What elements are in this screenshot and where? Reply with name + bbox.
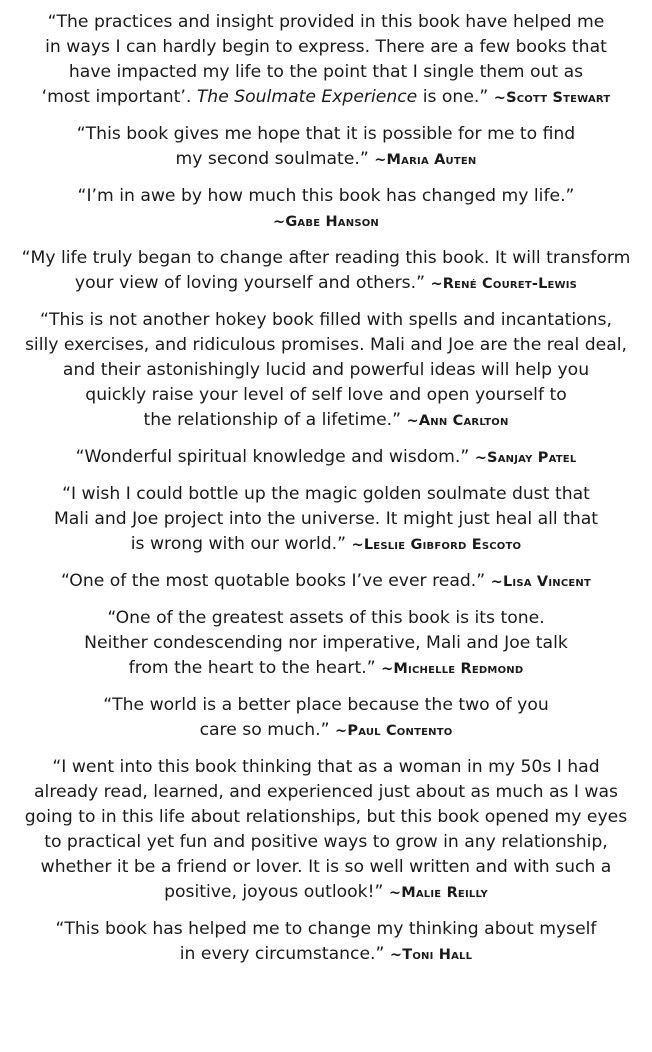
quote-text: and their astonishingly lucid and powerful ideas will help you (62, 360, 590, 380)
quote-line (4, 631, 648, 656)
testimonial-quote (4, 184, 648, 235)
quote-line (4, 917, 648, 942)
testimonial-quote (4, 445, 648, 471)
author-name: ~Michelle Redmond (381, 661, 524, 677)
quote-line (4, 308, 648, 333)
quote-text: “This is not another hokey book filled with spells and incantations, (40, 310, 612, 330)
quote-text: “I wish I could bottle up the magic golden soulmate dust that (62, 484, 590, 504)
quote-text: from the heart to the heart.” (128, 658, 382, 678)
quote-text: “I went into this book thinking that as a woman in my 50s I had (52, 757, 600, 777)
testimonial-quote (4, 755, 648, 906)
author-name: ~Gabe Hanson (272, 214, 379, 230)
quote-text: “The practices and insight provided in this book have helped me (47, 12, 605, 32)
quote-text: to practical yet fun and positive ways to grow in any relationship, (44, 832, 608, 852)
quote-line (4, 85, 648, 111)
quote-text: “This book gives me hope that it is possible for me to find (76, 124, 576, 144)
quote-text: in ways I can hardly begin to express. There are a few books that (45, 37, 607, 57)
author-name: ~Maria Auten (374, 152, 477, 168)
quote-line (4, 780, 648, 805)
quote-text: silly exercises, and ridiculous promises. Mali and Joe are the real deal, (24, 335, 628, 355)
quote-line (4, 445, 648, 471)
quote-line (4, 408, 648, 434)
quote-line (4, 60, 648, 85)
quote-line (4, 209, 648, 235)
author-name: ~Paul Contento (335, 723, 453, 739)
quote-line (4, 805, 648, 830)
quote-line (4, 482, 648, 507)
quote-line (4, 532, 648, 558)
quote-line (4, 122, 648, 147)
testimonial-quote (4, 122, 648, 173)
quote-text: the relationship of a lifetime.” (143, 410, 407, 430)
testimonial-quote (4, 606, 648, 682)
quote-text: “One of the greatest assets of this book is its tone. (107, 608, 545, 628)
author-name: ~Leslie Gibford Escoto (351, 537, 522, 553)
author-name: ~Ann Carlton (406, 413, 509, 429)
quote-text: “I’m in awe by how much this book has changed my life.” (77, 186, 575, 206)
quote-line (4, 35, 648, 60)
quote-text: my second soulmate.” (175, 149, 375, 169)
quote-line (4, 942, 648, 968)
testimonial-quote (4, 917, 648, 968)
quote-line (4, 718, 648, 744)
quote-text: in every circumstance.” (179, 944, 390, 964)
author-name: ~René Couret-Lewis (430, 276, 578, 292)
quote-text: “Wonderful spiritual knowledge and wisdom.” (75, 447, 475, 467)
quote-text: your view of loving yourself and others.” (74, 273, 431, 293)
author-name: ~Malie Reilly (388, 885, 488, 901)
quote-text: positive, joyous outlook!” (164, 882, 389, 902)
quote-text: “One of the most quotable books I’ve ever read.” (61, 571, 491, 591)
quote-text: Neither condescending nor imperative, Mali and Joe talk (84, 633, 568, 653)
quote-line (4, 246, 648, 271)
quote-line (4, 656, 648, 682)
testimonial-quote (4, 308, 648, 434)
quote-line (4, 358, 648, 383)
quote-text: “This book has helped me to change my thinking about myself (55, 919, 597, 939)
quote-line (4, 147, 648, 173)
quote-line (4, 10, 648, 35)
quote-line (4, 606, 648, 631)
quote-text: is wrong with our world.” (130, 534, 352, 554)
quote-line (4, 693, 648, 718)
testimonial-quote (4, 569, 648, 595)
testimonial-quote (4, 482, 648, 558)
quote-text: have impacted my life to the point that I single them out as (68, 62, 584, 82)
quote-text: ‘most important’. (41, 87, 197, 107)
quote-line (4, 184, 648, 209)
quote-line (4, 830, 648, 855)
quote-text: is one.” (417, 87, 494, 107)
author-name: ~Lisa Vincent (490, 574, 591, 590)
book-title: The Soulmate Experience (196, 87, 418, 107)
testimonial-quote (4, 10, 648, 111)
quote-line (4, 755, 648, 780)
author-name: ~Sanjay Patel (474, 450, 577, 466)
quote-line (4, 569, 648, 595)
quote-text: Mali and Joe project into the universe. It might just heal all that (53, 509, 599, 529)
quote-text: care so much.” (199, 720, 336, 740)
author-name: ~Toni Hall (389, 947, 473, 963)
quote-line (4, 271, 648, 297)
author-name: ~Scott Stewart (493, 90, 611, 106)
quote-text: “The world is a better place because the two of you (103, 695, 549, 715)
quote-text: going to in this life about relationships, but this book opened my eyes (24, 807, 628, 827)
quote-text: already read, learned, and experienced just about as much as I was (34, 782, 618, 802)
quote-text: quickly raise your level of self love and open yourself to (85, 385, 567, 405)
quote-line (4, 507, 648, 532)
quote-line (4, 333, 648, 358)
quote-text: whether it be a friend or lover. It is so well written and with such a (40, 857, 612, 877)
quote-line (4, 880, 648, 906)
quote-line (4, 855, 648, 880)
testimonial-quote (4, 693, 648, 744)
testimonial-quote (4, 246, 648, 297)
quote-text: “My life truly began to change after reading this book. It will transform (21, 248, 631, 268)
quote-line (4, 383, 648, 408)
